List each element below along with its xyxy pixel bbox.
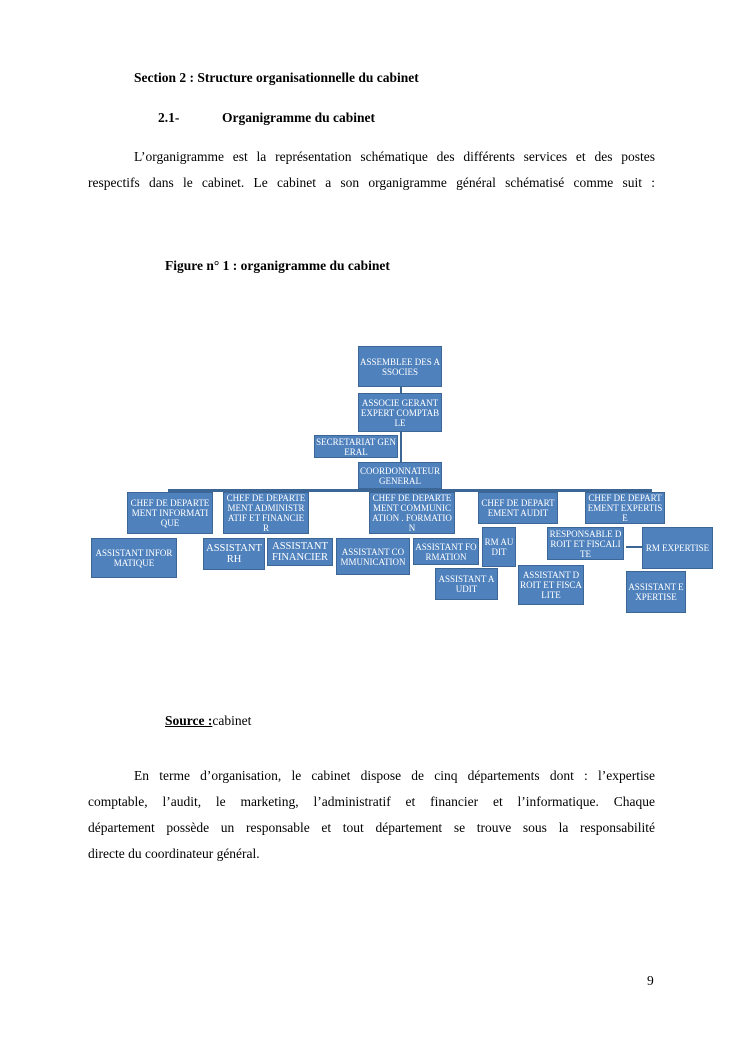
node-responsable-droit: RESPONSABLE DROIT ET FISCALITE xyxy=(547,527,624,560)
body-line-3: département possède un responsable et tout département se trouve sous la responsabilité xyxy=(88,820,655,835)
node-secretariat: SECRETARIAT GENERAL xyxy=(314,435,398,458)
node-gerant: ASSOCIE GERANT EXPERT COMPTABLE xyxy=(358,393,442,432)
body-line-1: En terme d’organisation, le cabinet dispose de cinq départements dont : l’expertise xyxy=(134,768,655,783)
node-assemblee: ASSEMBLEE DES ASSOCIES xyxy=(358,346,442,387)
body-paragraph xyxy=(88,763,655,867)
source-label: Source : xyxy=(165,713,213,728)
node-assistant-informatique: ASSISTANT INFORMATIQUE xyxy=(91,538,177,578)
figure-caption: Figure n° 1 : organigramme du cabinet xyxy=(165,258,390,273)
figure-source xyxy=(165,713,251,729)
node-chef-informatique: CHEF DE DEPARTEMENT INFORMATIQUE xyxy=(127,492,213,534)
node-chef-expertise: CHEF DE DEPARTEMENT EXPERTISE xyxy=(585,492,665,524)
node-assistant-rh: ASSISTANT RH xyxy=(203,538,265,570)
page-number: 9 xyxy=(647,973,654,988)
node-assistant-financier: ASSISTANT FINANCIER xyxy=(267,538,333,566)
node-assistant-droit: ASSISTANT DROIT ET FISCALITE xyxy=(518,565,584,605)
connector-line xyxy=(400,432,402,462)
intro-line-2: respectifs dans le cabinet. Le cabinet a son organigramme général schématisé comme suit : xyxy=(88,175,655,190)
node-chef-communication: CHEF DE DEPARTEMENT COMMUNICATION . FORMATION xyxy=(369,492,455,534)
body-line-4: directe du coordinateur général. xyxy=(88,846,260,861)
subsection-title: Organigramme du cabinet xyxy=(222,110,375,125)
node-assistant-communication: ASSISTANT COMMUNICATION xyxy=(336,538,410,575)
node-chef-admin: CHEF DE DEPARTEMENT ADMINISTRATIF ET FINANCIER xyxy=(223,492,309,534)
node-assistant-formation: ASSISTANT FORMATION xyxy=(413,538,479,565)
node-assistant-audit: ASSISTANT AUDIT xyxy=(435,568,498,600)
source-value: cabinet xyxy=(212,713,252,728)
node-rm-expertise: RM EXPERTISE xyxy=(642,527,713,569)
intro-line-1: L’organigramme est la représentation schématique des différents services et des postes xyxy=(134,149,655,164)
node-assistant-expertise: ASSISTANT EXPERTISE xyxy=(626,571,686,613)
connector-line xyxy=(626,546,642,548)
body-line-2: comptable, l’audit, le marketing, l’administratif et financier et l’informatique. Chaque xyxy=(88,794,655,809)
section-heading: Section 2 : Structure organisationnelle du cabinet xyxy=(134,70,419,85)
node-chef-audit: CHEF DE DEPARTEMENT AUDIT xyxy=(478,492,558,524)
subsection-number: 2.1- xyxy=(158,110,180,125)
node-rm-audit: RM AUDIT xyxy=(482,527,516,567)
node-coordonnateur: COORDONNATEUR GENERAL xyxy=(358,462,442,489)
